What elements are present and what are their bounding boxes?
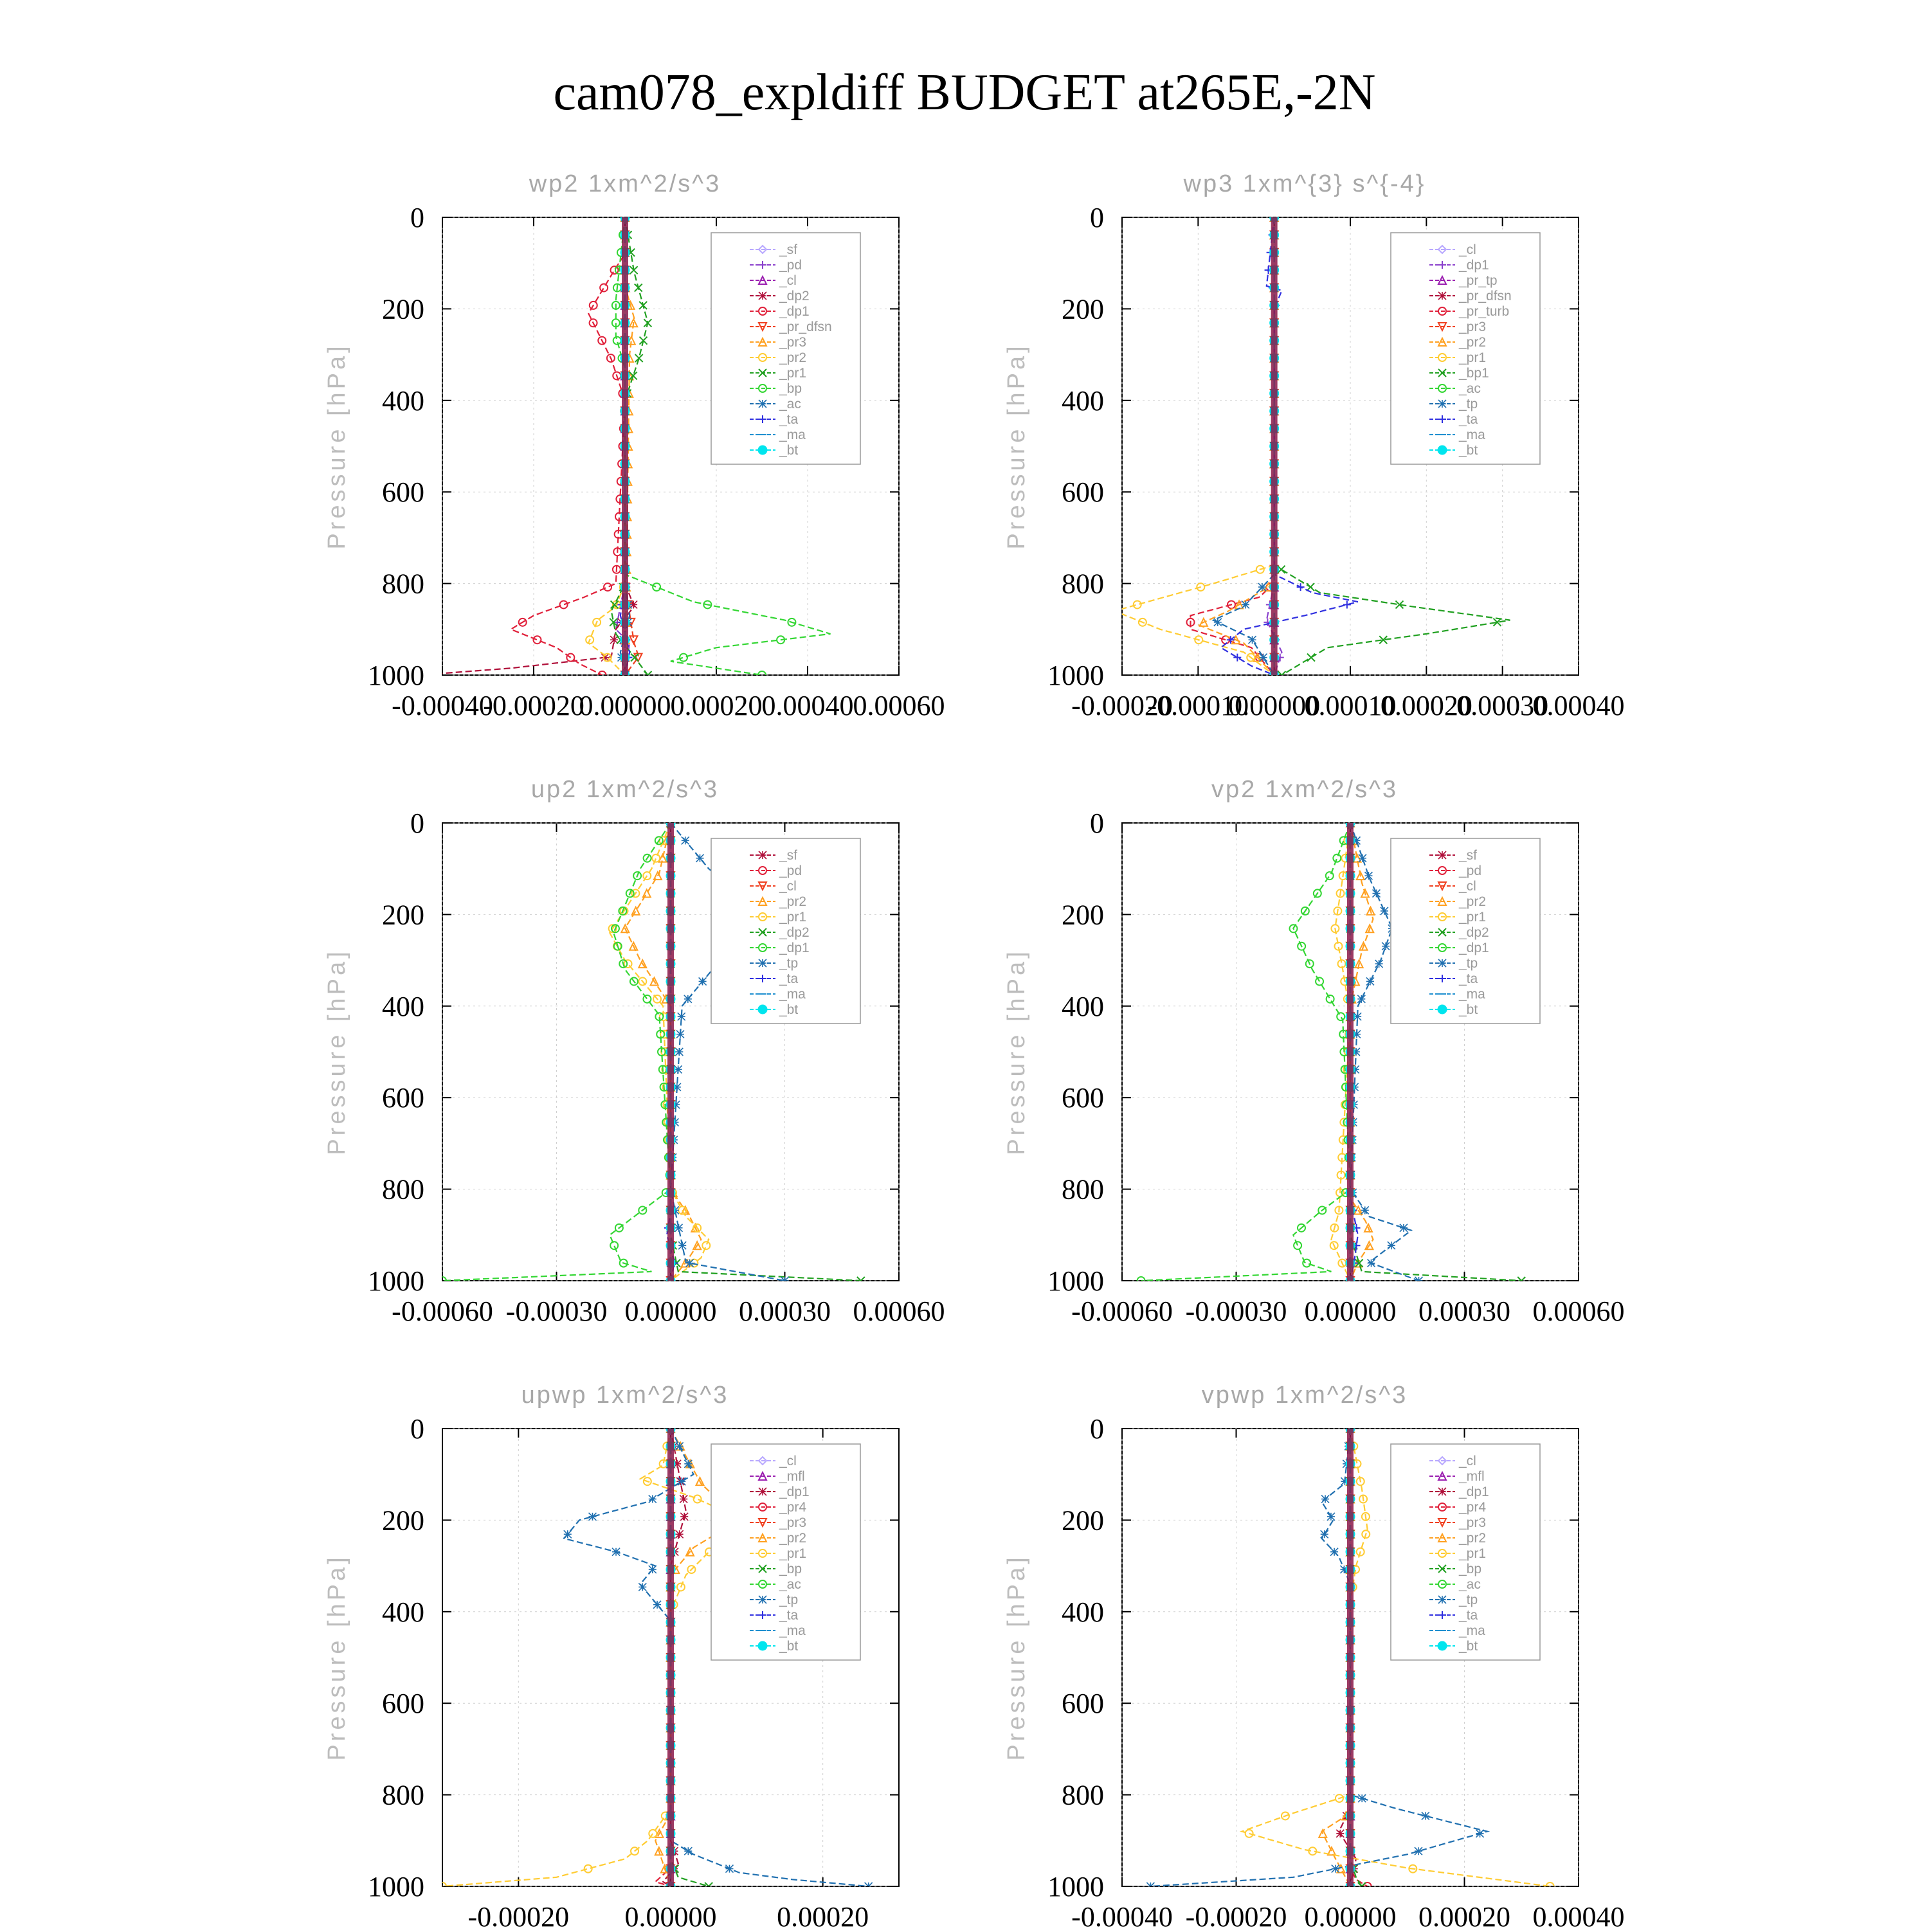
y-tick-label: 800 (382, 1779, 424, 1811)
y-axis-label: Pressure [hPa] (323, 1554, 350, 1761)
data-point (1332, 1865, 1339, 1873)
chart-panel (323, 170, 945, 721)
legend-marker (1438, 1641, 1447, 1650)
data-point (676, 1530, 684, 1538)
x-tick-label: -0.00020 (1185, 1901, 1287, 1929)
legend-marker (1438, 959, 1446, 967)
data-point (1381, 907, 1388, 915)
legend-label: _pr1 (1459, 350, 1487, 365)
legend-label: _pr1 (779, 1546, 807, 1561)
data-point (781, 1277, 789, 1285)
legend-label: _pr4 (779, 1500, 807, 1515)
y-axis-label: Pressure [hPa] (323, 343, 350, 550)
legend (1391, 233, 1540, 464)
legend-label: _ma (1459, 1623, 1485, 1638)
data-point (1358, 1794, 1366, 1802)
legend-label: _tp (1459, 1593, 1478, 1607)
y-tick-label: 0 (1090, 1413, 1104, 1445)
legend-label: _ac (779, 1577, 801, 1592)
legend-label: _cl (1459, 242, 1476, 257)
chart-panel (323, 776, 945, 1327)
data-point (1336, 1830, 1344, 1837)
x-tick-label: 0.00000 (1228, 690, 1321, 721)
panels-group (323, 170, 1625, 1929)
x-tick-label: 0.00020 (670, 690, 763, 721)
data-point (676, 1442, 684, 1450)
y-tick-label: 200 (1062, 1504, 1104, 1537)
legend-label: _bp1 (1459, 366, 1489, 381)
legend-label: _cl (1459, 1454, 1476, 1468)
legend-label: _mfl (779, 1469, 805, 1484)
data-point (682, 836, 689, 844)
x-tick-label: 0.00020 (777, 1901, 869, 1929)
legend-marker (759, 851, 766, 859)
y-tick-label: 800 (1062, 1173, 1104, 1205)
x-tick-label: -0.00060 (1071, 1296, 1173, 1327)
legend-label: _ma (779, 1623, 806, 1638)
legend-label: _pd (779, 258, 802, 273)
x-tick-label: 0.00000 (1304, 1901, 1397, 1929)
data-point (564, 1530, 572, 1538)
page-title: cam078_expldiff BUDGET at265E,-2N (553, 64, 1376, 121)
legend-marker (759, 1488, 766, 1495)
legend-label: _ta (779, 412, 799, 427)
legend-label: _tp (779, 1593, 799, 1607)
legend-label: _cl (779, 1454, 797, 1468)
legend-label: _sf (1459, 848, 1478, 863)
y-tick-label: 400 (1062, 990, 1104, 1022)
y-tick-label: 800 (1062, 568, 1104, 600)
data-point (653, 1601, 661, 1609)
data-point (1359, 854, 1366, 862)
legend (1391, 838, 1540, 1024)
legend-label: _pr_dfsn (779, 320, 832, 334)
legend-label: _ac (1459, 381, 1481, 396)
legend-label: _dp1 (1459, 941, 1489, 955)
y-tick-label: 600 (382, 1688, 424, 1720)
legend-label: _dp1 (779, 304, 810, 319)
chart-title: up2 1xm^2/s^3 (530, 776, 720, 803)
x-tick-label: 0.00030 (739, 1296, 831, 1327)
legend-label: _pr3 (1459, 320, 1487, 334)
legend-label: _ta (1459, 1608, 1478, 1623)
y-tick-label: 1000 (1047, 1265, 1104, 1297)
y-tick-label: 600 (1062, 1082, 1104, 1114)
data-point (1327, 1513, 1335, 1521)
data-point (1321, 1495, 1329, 1503)
legend-marker (1438, 1488, 1446, 1495)
y-tick-label: 1000 (1047, 660, 1104, 691)
data-point (696, 854, 704, 862)
legend-marker (758, 1005, 767, 1014)
x-tick-label: 0.00010 (1304, 690, 1397, 721)
legend-label: _dp1 (779, 1485, 810, 1499)
legend-marker (759, 292, 766, 300)
chart-title: wp2 1xm^2/s^3 (529, 170, 721, 197)
x-tick-label: -0.00030 (1185, 1296, 1287, 1327)
data-point (1382, 943, 1390, 950)
data-point (1321, 1530, 1328, 1538)
legend-label: _bt (779, 1002, 799, 1017)
y-tick-label: 200 (1062, 293, 1104, 325)
x-tick-label: 0.00020 (1418, 1901, 1510, 1929)
data-point (725, 1865, 733, 1873)
data-point (678, 1241, 686, 1249)
x-tick-label: 0.00060 (1532, 1296, 1625, 1327)
data-point (1357, 995, 1365, 1003)
data-point (1368, 1259, 1375, 1267)
data-point (1214, 618, 1222, 626)
data-point (1258, 583, 1266, 591)
y-tick-label: 800 (1062, 1779, 1104, 1811)
y-tick-label: 800 (382, 1173, 424, 1205)
data-point (1249, 636, 1256, 644)
chart-title: vp2 1xm^2/s^3 (1211, 776, 1399, 803)
data-point (588, 1513, 596, 1521)
data-point (675, 1224, 683, 1232)
data-point (1373, 890, 1381, 898)
data-point (1422, 1812, 1429, 1819)
legend-label: _ma (779, 987, 806, 1002)
legend-label: _mfl (1459, 1469, 1485, 1484)
y-tick-label: 600 (382, 476, 424, 509)
x-tick-label: -0.00030 (505, 1296, 608, 1327)
y-tick-label: 1000 (368, 1871, 424, 1902)
y-tick-label: 400 (382, 1596, 424, 1628)
y-tick-label: 200 (1062, 899, 1104, 931)
data-point (1242, 600, 1249, 608)
data-point (1476, 1830, 1484, 1837)
legend-label: _ma (1459, 987, 1485, 1002)
chart-panel (1003, 170, 1625, 721)
data-point (675, 1048, 683, 1056)
data-point (1361, 1206, 1369, 1214)
y-tick-label: 200 (382, 293, 424, 325)
legend-label: _dp2 (779, 289, 810, 303)
y-tick-label: 0 (410, 808, 424, 839)
legend-label: _pr3 (779, 335, 807, 350)
legend-label: _bp (779, 381, 802, 396)
x-tick-label: -0.00010 (1147, 690, 1249, 721)
y-tick-label: 400 (1062, 384, 1104, 417)
legend-label: _ac (1459, 1577, 1481, 1592)
legend-label: _pr2 (779, 894, 807, 909)
x-tick-label: 0.00030 (1456, 690, 1549, 721)
y-tick-label: 600 (1062, 1688, 1104, 1720)
y-tick-label: 0 (1090, 202, 1104, 233)
legend (711, 838, 860, 1024)
legend-label: _dp2 (1459, 925, 1489, 940)
legend-label: _pr_dfsn (1459, 289, 1512, 303)
y-axis-label: Pressure [hPa] (1003, 343, 1030, 550)
legend-marker (1438, 400, 1446, 408)
legend-label: _ma (779, 428, 806, 442)
legend-label: _tp (1459, 956, 1478, 971)
legend-label: _ma (1459, 428, 1485, 442)
data-point (699, 977, 707, 985)
legend-label: _pr2 (779, 350, 807, 365)
legend-label: _tp (1459, 397, 1478, 411)
data-point (1415, 1847, 1422, 1855)
data-point (678, 1477, 685, 1485)
y-tick-label: 400 (1062, 1596, 1104, 1628)
legend-marker (1438, 292, 1446, 300)
legend-label: _pr_turb (1459, 304, 1510, 319)
data-point (1330, 1548, 1338, 1556)
data-point (1400, 1224, 1408, 1232)
x-tick-label: 0.00040 (761, 690, 854, 721)
x-tick-label: 0.00040 (1532, 1901, 1625, 1929)
x-tick-label: 0.00020 (1380, 690, 1472, 721)
y-axis-label: Pressure [hPa] (323, 948, 350, 1155)
x-tick-label: 0.00040 (1532, 690, 1625, 721)
legend-label: _pr3 (779, 1515, 807, 1530)
data-point (612, 1548, 620, 1556)
y-tick-label: 0 (410, 202, 424, 233)
data-point (1146, 1882, 1154, 1890)
legend-label: _cl (779, 273, 797, 288)
y-tick-label: 200 (382, 899, 424, 931)
chart-panel (1003, 1382, 1625, 1929)
y-axis-label: Pressure [hPa] (1003, 948, 1030, 1155)
x-tick-label: -0.00040 (1071, 1901, 1173, 1929)
y-tick-label: 1000 (368, 660, 424, 691)
legend-marker (759, 400, 766, 408)
legend-label: _dp1 (779, 941, 810, 955)
data-point (1366, 977, 1374, 985)
legend-label: _bt (1459, 1639, 1478, 1654)
y-tick-label: 600 (382, 1082, 424, 1114)
x-tick-label: 0.00000 (579, 690, 671, 721)
data-point (684, 1847, 692, 1855)
y-tick-label: 600 (1062, 476, 1104, 509)
chart-panel (1003, 776, 1625, 1327)
legend-marker (1438, 1005, 1447, 1014)
data-point (680, 1513, 688, 1521)
x-tick-label: -0.00040 (392, 690, 493, 721)
data-point (1388, 1241, 1395, 1249)
y-tick-label: 0 (410, 1413, 424, 1445)
data-point (865, 1882, 873, 1890)
legend-label: _pr1 (1459, 910, 1487, 925)
y-tick-label: 400 (382, 990, 424, 1022)
legend-label: _sf (779, 242, 798, 257)
data-point (649, 1495, 657, 1503)
legend-marker (1438, 446, 1447, 455)
legend-label: _pr2 (1459, 894, 1487, 909)
y-tick-label: 400 (382, 384, 424, 417)
legend-label: _ac (779, 397, 801, 411)
x-tick-label: -0.00060 (392, 1296, 493, 1327)
x-tick-label: 0.00030 (1418, 1296, 1510, 1327)
data-point (686, 1259, 694, 1267)
legend-label: _sf (779, 848, 798, 863)
legend-label: _dp2 (779, 925, 810, 940)
x-tick-label: 0.00060 (853, 690, 945, 721)
data-point (676, 1031, 684, 1038)
legend-label: _cl (779, 879, 797, 894)
chart-title: wp3 1xm^{3} s^{-4} (1183, 170, 1426, 197)
data-point (1415, 1277, 1423, 1285)
legend-label: _bt (779, 443, 799, 458)
legend (711, 233, 860, 464)
legend-label: _dp1 (1459, 258, 1489, 273)
y-tick-label: 1000 (1047, 1871, 1104, 1902)
x-tick-label: 0.00000 (624, 1901, 717, 1929)
legend-label: _bt (1459, 1002, 1478, 1017)
legend-label: _pr4 (1459, 1500, 1487, 1515)
y-axis-label: Pressure [hPa] (1003, 1554, 1030, 1761)
legend-marker (1438, 1596, 1446, 1603)
data-point (1364, 872, 1372, 880)
x-tick-label: 0.00060 (853, 1296, 945, 1327)
legend-label: _pr1 (779, 366, 807, 381)
legend-marker (758, 1641, 767, 1650)
legend-label: _pr2 (779, 1531, 807, 1546)
legend-label: _ta (1459, 971, 1478, 986)
x-tick-label: 0.00000 (1304, 1296, 1397, 1327)
data-point (649, 1566, 657, 1573)
legend-label: _pr1 (779, 910, 807, 925)
data-point (1375, 960, 1383, 968)
legend-label: _ta (1459, 412, 1478, 427)
legend-marker (759, 959, 766, 967)
legend-label: _pr2 (1459, 335, 1487, 350)
chart-panel (323, 1382, 899, 1929)
x-tick-label: -0.00020 (467, 1901, 570, 1929)
legend-marker (759, 1596, 766, 1603)
legend-label: _cl (1459, 879, 1476, 894)
legend-label: _tp (779, 956, 799, 971)
legend-marker (758, 446, 767, 455)
y-tick-label: 800 (382, 568, 424, 600)
legend-marker (1438, 851, 1446, 859)
y-tick-label: 200 (382, 1504, 424, 1537)
legend-label: _pr1 (1459, 1546, 1487, 1561)
legend-label: _ta (779, 971, 799, 986)
legend-label: _bp (779, 1562, 802, 1576)
data-point (638, 1583, 646, 1591)
legend-label: _ta (779, 1608, 799, 1623)
y-tick-label: 0 (1090, 808, 1104, 839)
legend-label: _dp1 (1459, 1485, 1489, 1499)
x-tick-label: -0.00020 (1071, 690, 1173, 721)
legend-label: _pr3 (1459, 1515, 1487, 1530)
legend (1391, 1444, 1540, 1660)
x-tick-label: 0.00000 (624, 1296, 717, 1327)
x-tick-label: -0.00020 (483, 690, 584, 721)
legend-label: _pd (1459, 863, 1482, 878)
y-tick-label: 1000 (368, 1265, 424, 1297)
data-point (684, 995, 692, 1003)
data-point (678, 1013, 685, 1020)
chart-title: upwp 1xm^2/s^3 (521, 1382, 729, 1409)
legend-label: _bt (779, 1639, 799, 1654)
legend-label: _pr_tp (1459, 273, 1498, 288)
data-point (610, 636, 618, 644)
legend-label: _bt (1459, 443, 1478, 458)
chart-title: vpwp 1xm^2/s^3 (1201, 1382, 1408, 1409)
legend-label: _bp (1459, 1562, 1482, 1576)
data-point (684, 1460, 692, 1468)
legend-label: _pd (779, 863, 802, 878)
data-point (680, 1495, 687, 1503)
legend (711, 1444, 860, 1660)
legend-label: _pr2 (1459, 1531, 1487, 1546)
data-point (1260, 654, 1267, 662)
